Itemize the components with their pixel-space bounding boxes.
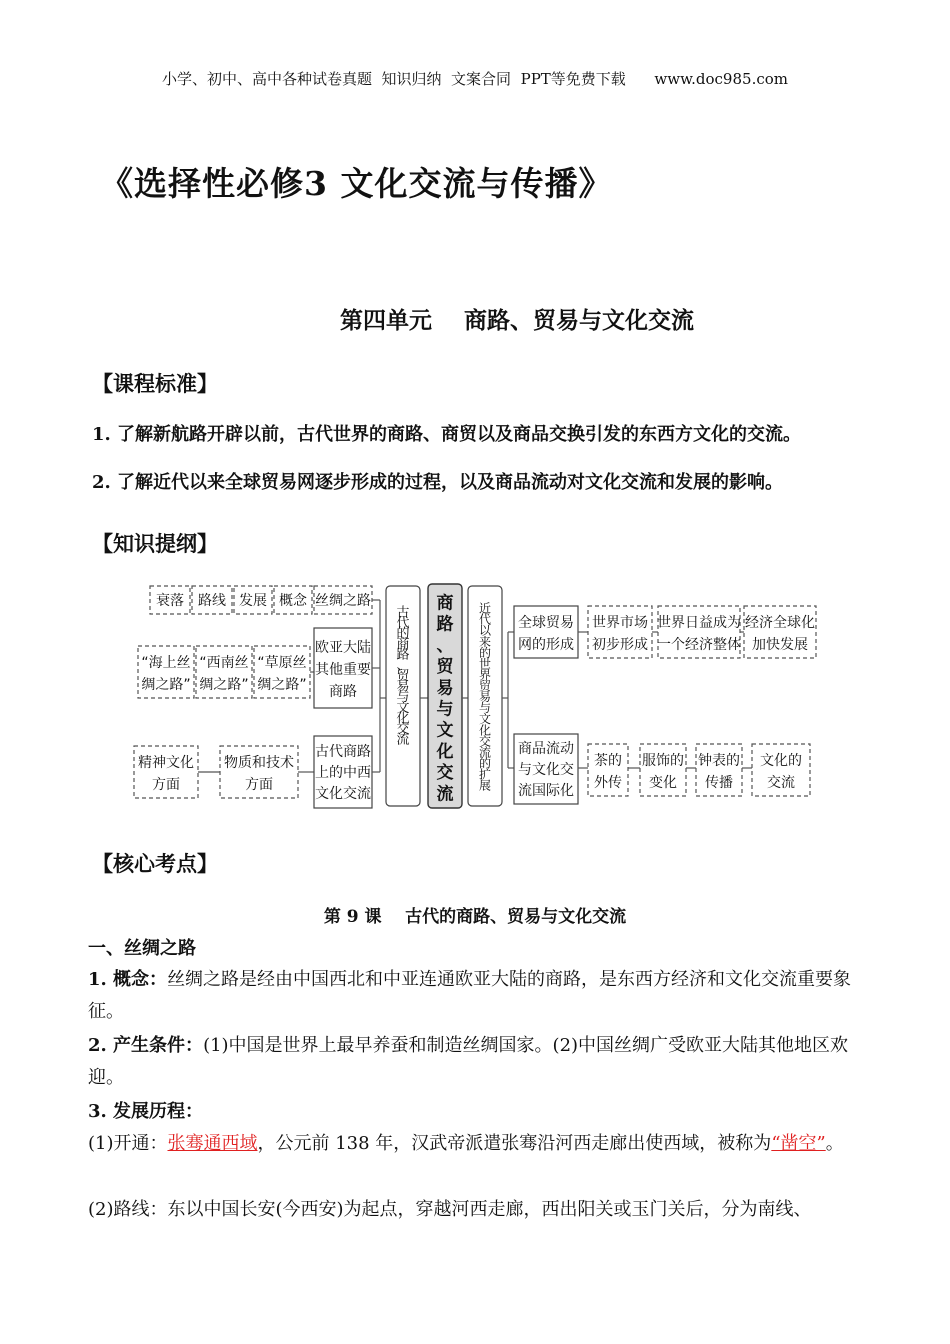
- svg-text:传播: 传播: [705, 775, 733, 791]
- svg-text:与文化交: 与文化交: [518, 762, 574, 778]
- section-core: 【核心考点】: [92, 851, 218, 876]
- center_col-char: 与: [436, 699, 454, 720]
- ancient_col-char: 易: [396, 679, 410, 695]
- ancient_col-char: 与: [396, 690, 410, 706]
- lesson-title: 第 9 课 古代的商路、贸易与文化交流: [323, 907, 627, 927]
- section-outline: 【知识提纲】: [92, 531, 218, 556]
- modern_col-char: 界: [478, 667, 492, 682]
- item-concept: [88, 964, 868, 1028]
- center_col-char: 交: [436, 763, 454, 784]
- svg-text:古代商路: 古代商路: [315, 744, 371, 760]
- svg-text:“海上丝: “海上丝: [141, 655, 191, 671]
- center_col-char: 文: [436, 720, 454, 741]
- svg-text:初步形成: 初步形成: [592, 637, 648, 653]
- item-route: (2)路线：东以中国长安(今西安)为起点，穿越河西走廊，西出阳关或玉门关后，分为南线、: [88, 1199, 812, 1220]
- conditions-text: (1)中国是世界上最早养蚕和制造丝绸国家。(2)中国丝绸广受欧亚大陆其他地区欢迎。: [88, 1035, 849, 1088]
- box-concept-text: 概念: [279, 593, 307, 609]
- modern_col-char: 与: [478, 701, 492, 716]
- ancient_col-char: 交: [396, 722, 410, 738]
- svg-text:流国际化: 流国际化: [518, 783, 574, 799]
- svg-text:精神文化: 精神文化: [138, 755, 194, 771]
- svg-text:网的形成: 网的形成: [518, 637, 574, 653]
- svg-text:文化的: 文化的: [760, 753, 802, 769]
- modern_col-char: 化: [478, 723, 492, 738]
- ancient_col-char: 路: [396, 647, 410, 663]
- modern_col-char: 流: [478, 745, 492, 760]
- ancient_col-char: 代: [396, 615, 410, 631]
- svg-text:加快发展: 加快发展: [752, 637, 808, 653]
- modern_col-char: 扩: [478, 767, 492, 782]
- svg-text:商品流动: 商品流动: [518, 741, 574, 757]
- box-route-text: 路线: [198, 593, 226, 609]
- svg-text:欧亚大陆: 欧亚大陆: [315, 640, 371, 656]
- item-opening: [88, 1128, 868, 1160]
- opening-end: 。: [825, 1133, 844, 1154]
- modern-column-text: [479, 602, 492, 793]
- center_col-char: 路: [436, 614, 454, 635]
- concept-text: 丝绸之路是经由中国西北和中亚连通欧亚大陆的商路，是东西方经济和文化交流重要象征。: [88, 969, 852, 1022]
- standard-1: 1. 了解新航路开辟以前，古代世界的商路、商贸以及商品交换引发的东西方文化的交流。: [92, 424, 802, 445]
- site-header: 小学、初中、高中各种试卷真题 知识归纳 文案合同 PPT等免费下载 www.doc985.com: [161, 70, 788, 88]
- ancient-column-text: [396, 604, 410, 747]
- svg-text:一个经济整体: 一个经济整体: [657, 637, 741, 653]
- svg-text:绸之路”: 绸之路”: [257, 677, 307, 693]
- svg-text:全球贸易: 全球贸易: [518, 615, 574, 631]
- svg-text:方面: 方面: [245, 777, 273, 793]
- center_col-char: 贸: [436, 657, 454, 678]
- center_col-char: 商: [436, 593, 454, 614]
- svg-text:上的中西: 上的中西: [315, 765, 371, 781]
- modern_col-char: 近: [478, 601, 492, 616]
- book-title: 《选择性必修3 文化交流与传播》: [100, 164, 613, 203]
- history-label: 3. 发展历程：: [88, 1101, 204, 1122]
- ancient_col-char: 流: [396, 732, 410, 748]
- modern_col-char: 文: [478, 712, 492, 727]
- item-conditions: [88, 1030, 868, 1094]
- svg-text:钟表的: 钟表的: [698, 753, 740, 769]
- svg-text:物质和技术: 物质和技术: [224, 755, 294, 771]
- modern_col-char: 来: [478, 634, 492, 649]
- ancient_col-char: 的: [396, 626, 410, 642]
- box-develop-text: 发展: [239, 593, 267, 609]
- ancient_col-char: 古: [396, 605, 410, 621]
- svg-text:“西南丝: “西南丝: [199, 655, 249, 671]
- unit-title: 第四单元 商路、贸易与文化交流: [340, 307, 695, 334]
- svg-text:世界市场: 世界市场: [592, 615, 648, 631]
- svg-text:绸之路”: 绸之路”: [141, 677, 191, 693]
- svg-text:变化: 变化: [649, 775, 677, 791]
- opening-text: ，公元前 138 年，汉武帝派遣张骞沿河西走廊出使西域，被称为: [257, 1133, 772, 1154]
- box-decline-text: 衰落: [156, 593, 184, 609]
- section-standards: 【课程标准】: [92, 371, 218, 396]
- modern_col-char: 代: [478, 612, 492, 627]
- knowledge-diagram: [130, 578, 830, 818]
- concept-label: 1. 概念：: [88, 969, 168, 990]
- svg-text:经济全球化: 经济全球化: [745, 615, 815, 631]
- box-silk-road-text: 丝绸之路: [315, 593, 371, 609]
- svg-text:商路: 商路: [329, 684, 357, 700]
- svg-text:其他重要: 其他重要: [315, 662, 371, 678]
- svg-text:文化交流: 文化交流: [315, 786, 371, 802]
- opening-prefix: (1)开通：: [88, 1133, 168, 1154]
- svg-text:方面: 方面: [152, 777, 180, 793]
- ancient_col-char: 化: [396, 711, 410, 727]
- center_col-char: 、: [436, 635, 454, 656]
- modern_col-char: 展: [478, 778, 492, 793]
- ancient_col-char: 文: [396, 700, 410, 716]
- ancient_col-char: 、: [396, 658, 410, 674]
- ancient_col-char: 贸: [396, 668, 410, 684]
- opening-highlight-2: “凿空”: [771, 1133, 826, 1154]
- modern_col-char: 以: [478, 623, 492, 638]
- standard-2: 2. 了解近代以来全球贸易网逐步形成的过程，以及商品流动对文化交流和发展的影响。: [92, 472, 784, 493]
- modern_col-char: 的: [478, 756, 492, 771]
- center_col-char: 流: [436, 784, 454, 805]
- subsection-title: 一、丝绸之路: [88, 938, 196, 959]
- center_col-char: 化: [436, 741, 454, 762]
- svg-text:外传: 外传: [594, 775, 622, 791]
- modern_col-char: 易: [478, 690, 492, 705]
- svg-text:交流: 交流: [767, 775, 795, 791]
- conditions-label: 2. 产生条件：: [88, 1035, 204, 1056]
- center_col-char: 易: [436, 678, 454, 699]
- svg-text:“草原丝: “草原丝: [257, 655, 307, 671]
- opening-highlight: 张骞通西域: [167, 1133, 258, 1154]
- modern_col-char: 交: [478, 734, 492, 749]
- modern_col-char: 贸: [478, 679, 492, 694]
- svg-text:服饰的: 服饰的: [642, 753, 684, 769]
- svg-text:世界日益成为: 世界日益成为: [657, 615, 741, 631]
- modern_col-char: 的: [478, 645, 492, 660]
- svg-text:绸之路”: 绸之路”: [199, 677, 249, 693]
- ancient_col-char: 商: [396, 637, 410, 653]
- modern_col-char: 世: [478, 656, 492, 671]
- svg-text:茶的: 茶的: [594, 753, 622, 769]
- item-history-label: [88, 1096, 868, 1128]
